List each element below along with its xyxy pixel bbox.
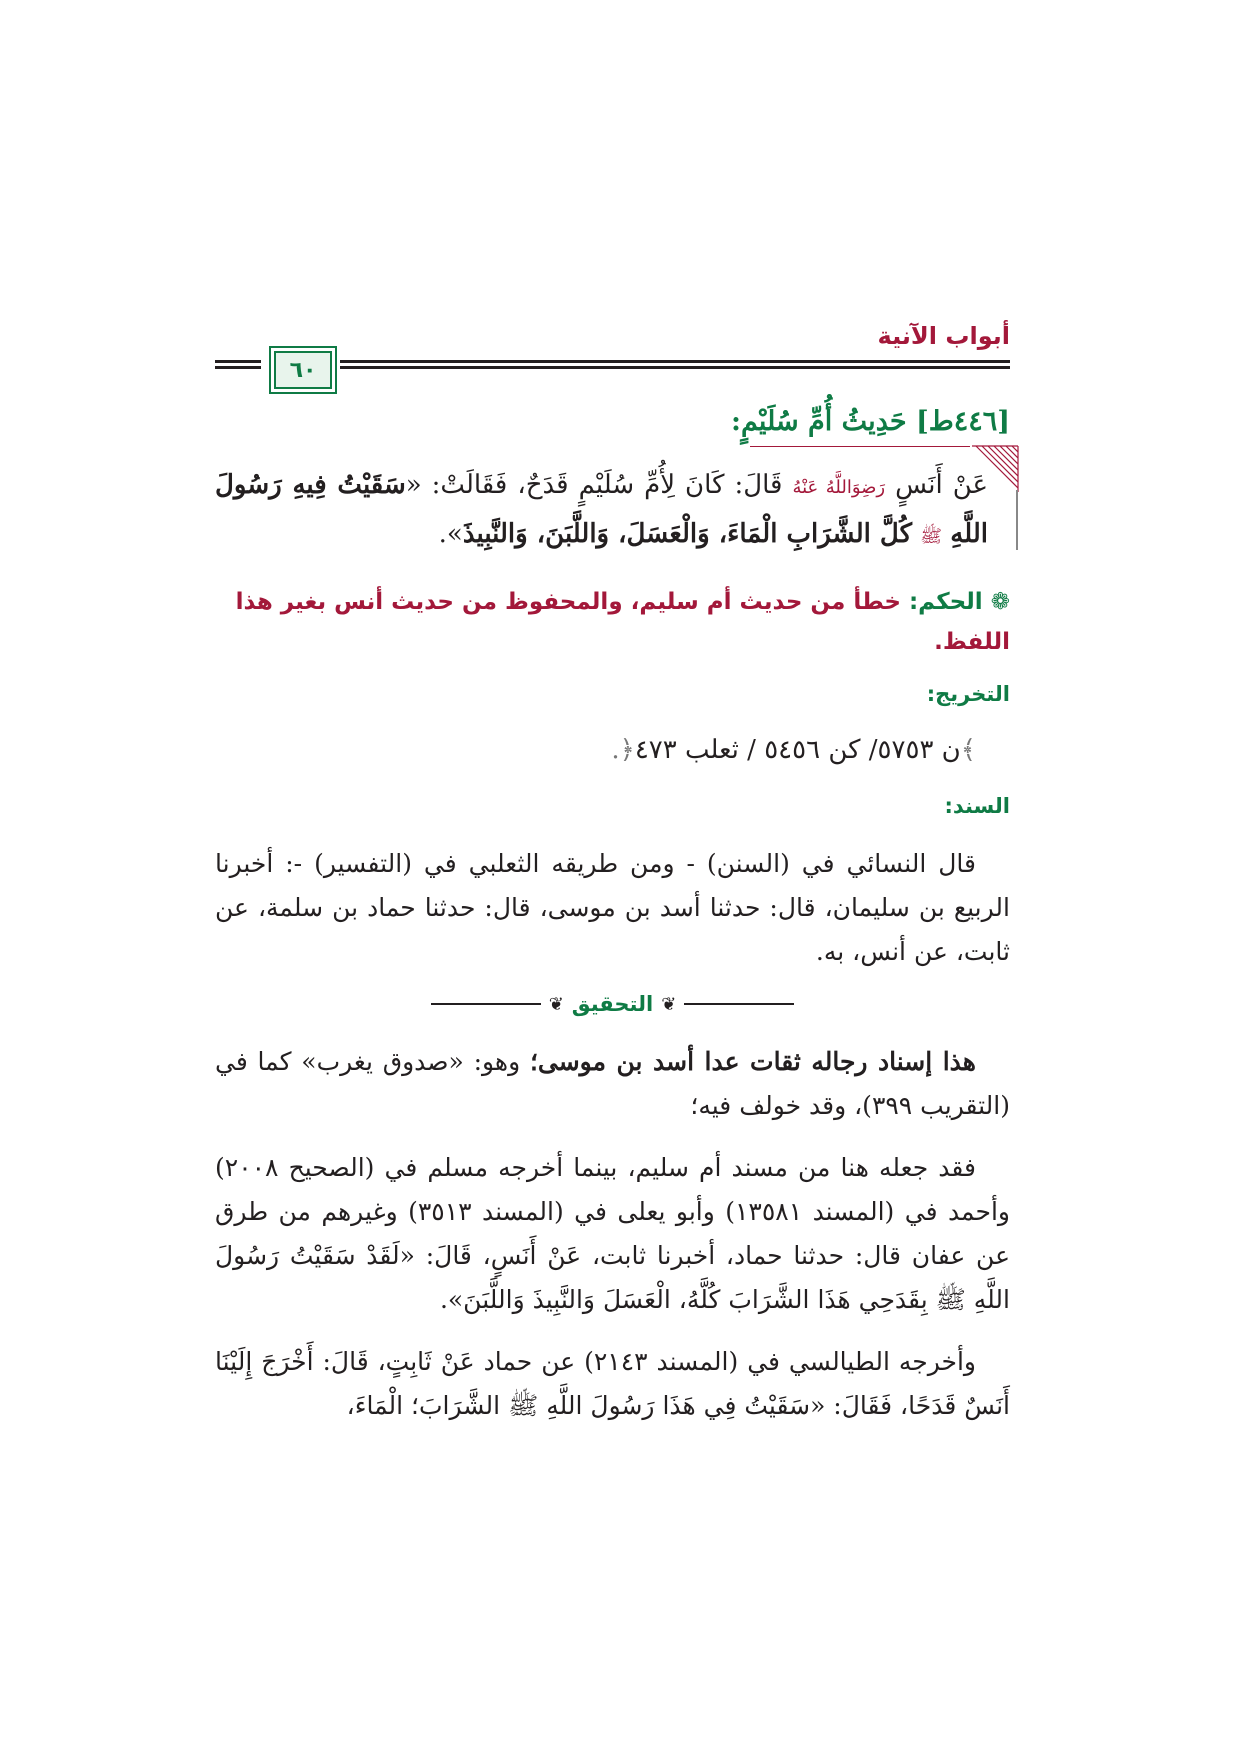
tahqiq-paragraph-1 [215,1040,1010,1128]
book-page [215,300,1010,1428]
tahqiq-title: التحقيق [571,992,654,1016]
tahqiq-text: وهو: «صدوق يغرب» كما في (التقريب ٣٩٩)، وقد خولف فيه؛ [215,1047,1010,1120]
divider-line [431,1003,541,1005]
page-header [215,300,1010,400]
page-number: ٦٠ [269,346,337,394]
header-rule [340,360,1010,363]
ruling [215,582,1010,662]
chapter-title: أبواب الآنية [877,322,1010,350]
bracket-close: ﴿. [611,735,635,765]
hadith-text-part: عَنْ أَنَسٍ [895,470,989,500]
hadith-quote-part: كُلَّ الشَّرَابِ الْمَاءَ، وَالْعَسَلَ، وَاللَّبَنَ، وَالنَّبِيذَ [462,519,913,549]
hadith-side-line [1016,490,1018,550]
sanad-label: السند: [944,794,1010,818]
flower-icon: ❁ [990,589,1010,615]
hadith-text [215,462,1010,560]
tahqiq-divider [215,986,1010,1022]
tahqiq-bold-text: هذا إسناد رجاله ثقات عدا أسد بن موسى؛ [529,1047,976,1076]
ruling-label: الحكم: [908,589,983,615]
honorific-prophet: ﷺ [920,526,943,547]
tahqiq-paragraph-3: وأخرجه الطيالسي في (المسند ٢١٤٣) عن حماد عَنْ ثَابِتٍ، قَالَ: أَخْرَجَ إِلَيْنَا أَنَسٌ قَدَحًا، فَقَالَ: «سَقَيْتُ فِي هَذَا رَسُولَ اللَّهِ ﷺ الشَّرَابَ؛ الْمَاءَ، [215,1347,1010,1420]
ornament-icon: ❦ [548,993,564,1015]
hadith-top-line [750,446,970,447]
header-rule [340,366,1010,369]
hadith-text-end: ». [438,519,463,549]
honorific-anas: رَضِوَاللَّهُ عَنْهُ [792,477,886,498]
hadith-quote-part: سَقَيْتُ فِيهِ رَسُولَ اللَّهِ [215,470,988,549]
bracket-open: ﴾ [960,735,976,765]
sanad-text: قال النسائي في (السنن) - ومن طريقه الثعلبي في (التفسير) -: أخبرنا الربيع بن سليمان، قال: حدثنا أسد بن موسى، قال: حدثنا حماد بن سلمة، عن ثابت، عن أنس، به. [215,849,1010,966]
tahqiq-paragraph-2: فقد جعله هنا من مسند أم سليم، بينما أخرجه مسلم في (الصحيح ٢٠٠٨) وأحمد في (المسند ١٣٥٨١) وأبو يعلى في (المسند ٣٥١٣) وغيرهم من طرق عن عفان قال: حدثنا حماد، أخبرنا ثابت، عَنْ أَنَسٍ، قَالَ: «لَقَدْ سَقَيْتُ رَسُولَ اللَّهِ ﷺ بِقَدَحِي هَذَا الشَّرَابَ كُلَّهُ، الْعَسَلَ وَالنَّبِيذَ وَاللَّبَنَ». [215,1153,1010,1314]
takhrij-label: التخريج: [926,682,1010,706]
header-rule [215,360,261,363]
takhrij-text: ن ٥٧٥٣/ كن ٥٤٥٦ / ثعلب ٤٧٣ [634,735,961,765]
ruling-text: خطأ من حديث أم سليم، والمحفوظ من حديث أنس بغير هذا اللفظ. [235,589,1010,655]
divider-line [684,1003,794,1005]
takhrij-references [215,730,1010,770]
corner-ornament-icon [972,444,1020,492]
ornament-icon: ❦ [661,993,677,1015]
hadith-heading: [٤٤٦ط] حَدِيثُ أُمِّ سُلَيْمٍ: [731,406,1010,437]
header-rule [215,366,261,369]
hadith-text-part: قَالَ: كَانَ لِأُمِّ سُلَيْمٍ قَدَحٌ، فَقَالَتْ: « [405,470,783,500]
